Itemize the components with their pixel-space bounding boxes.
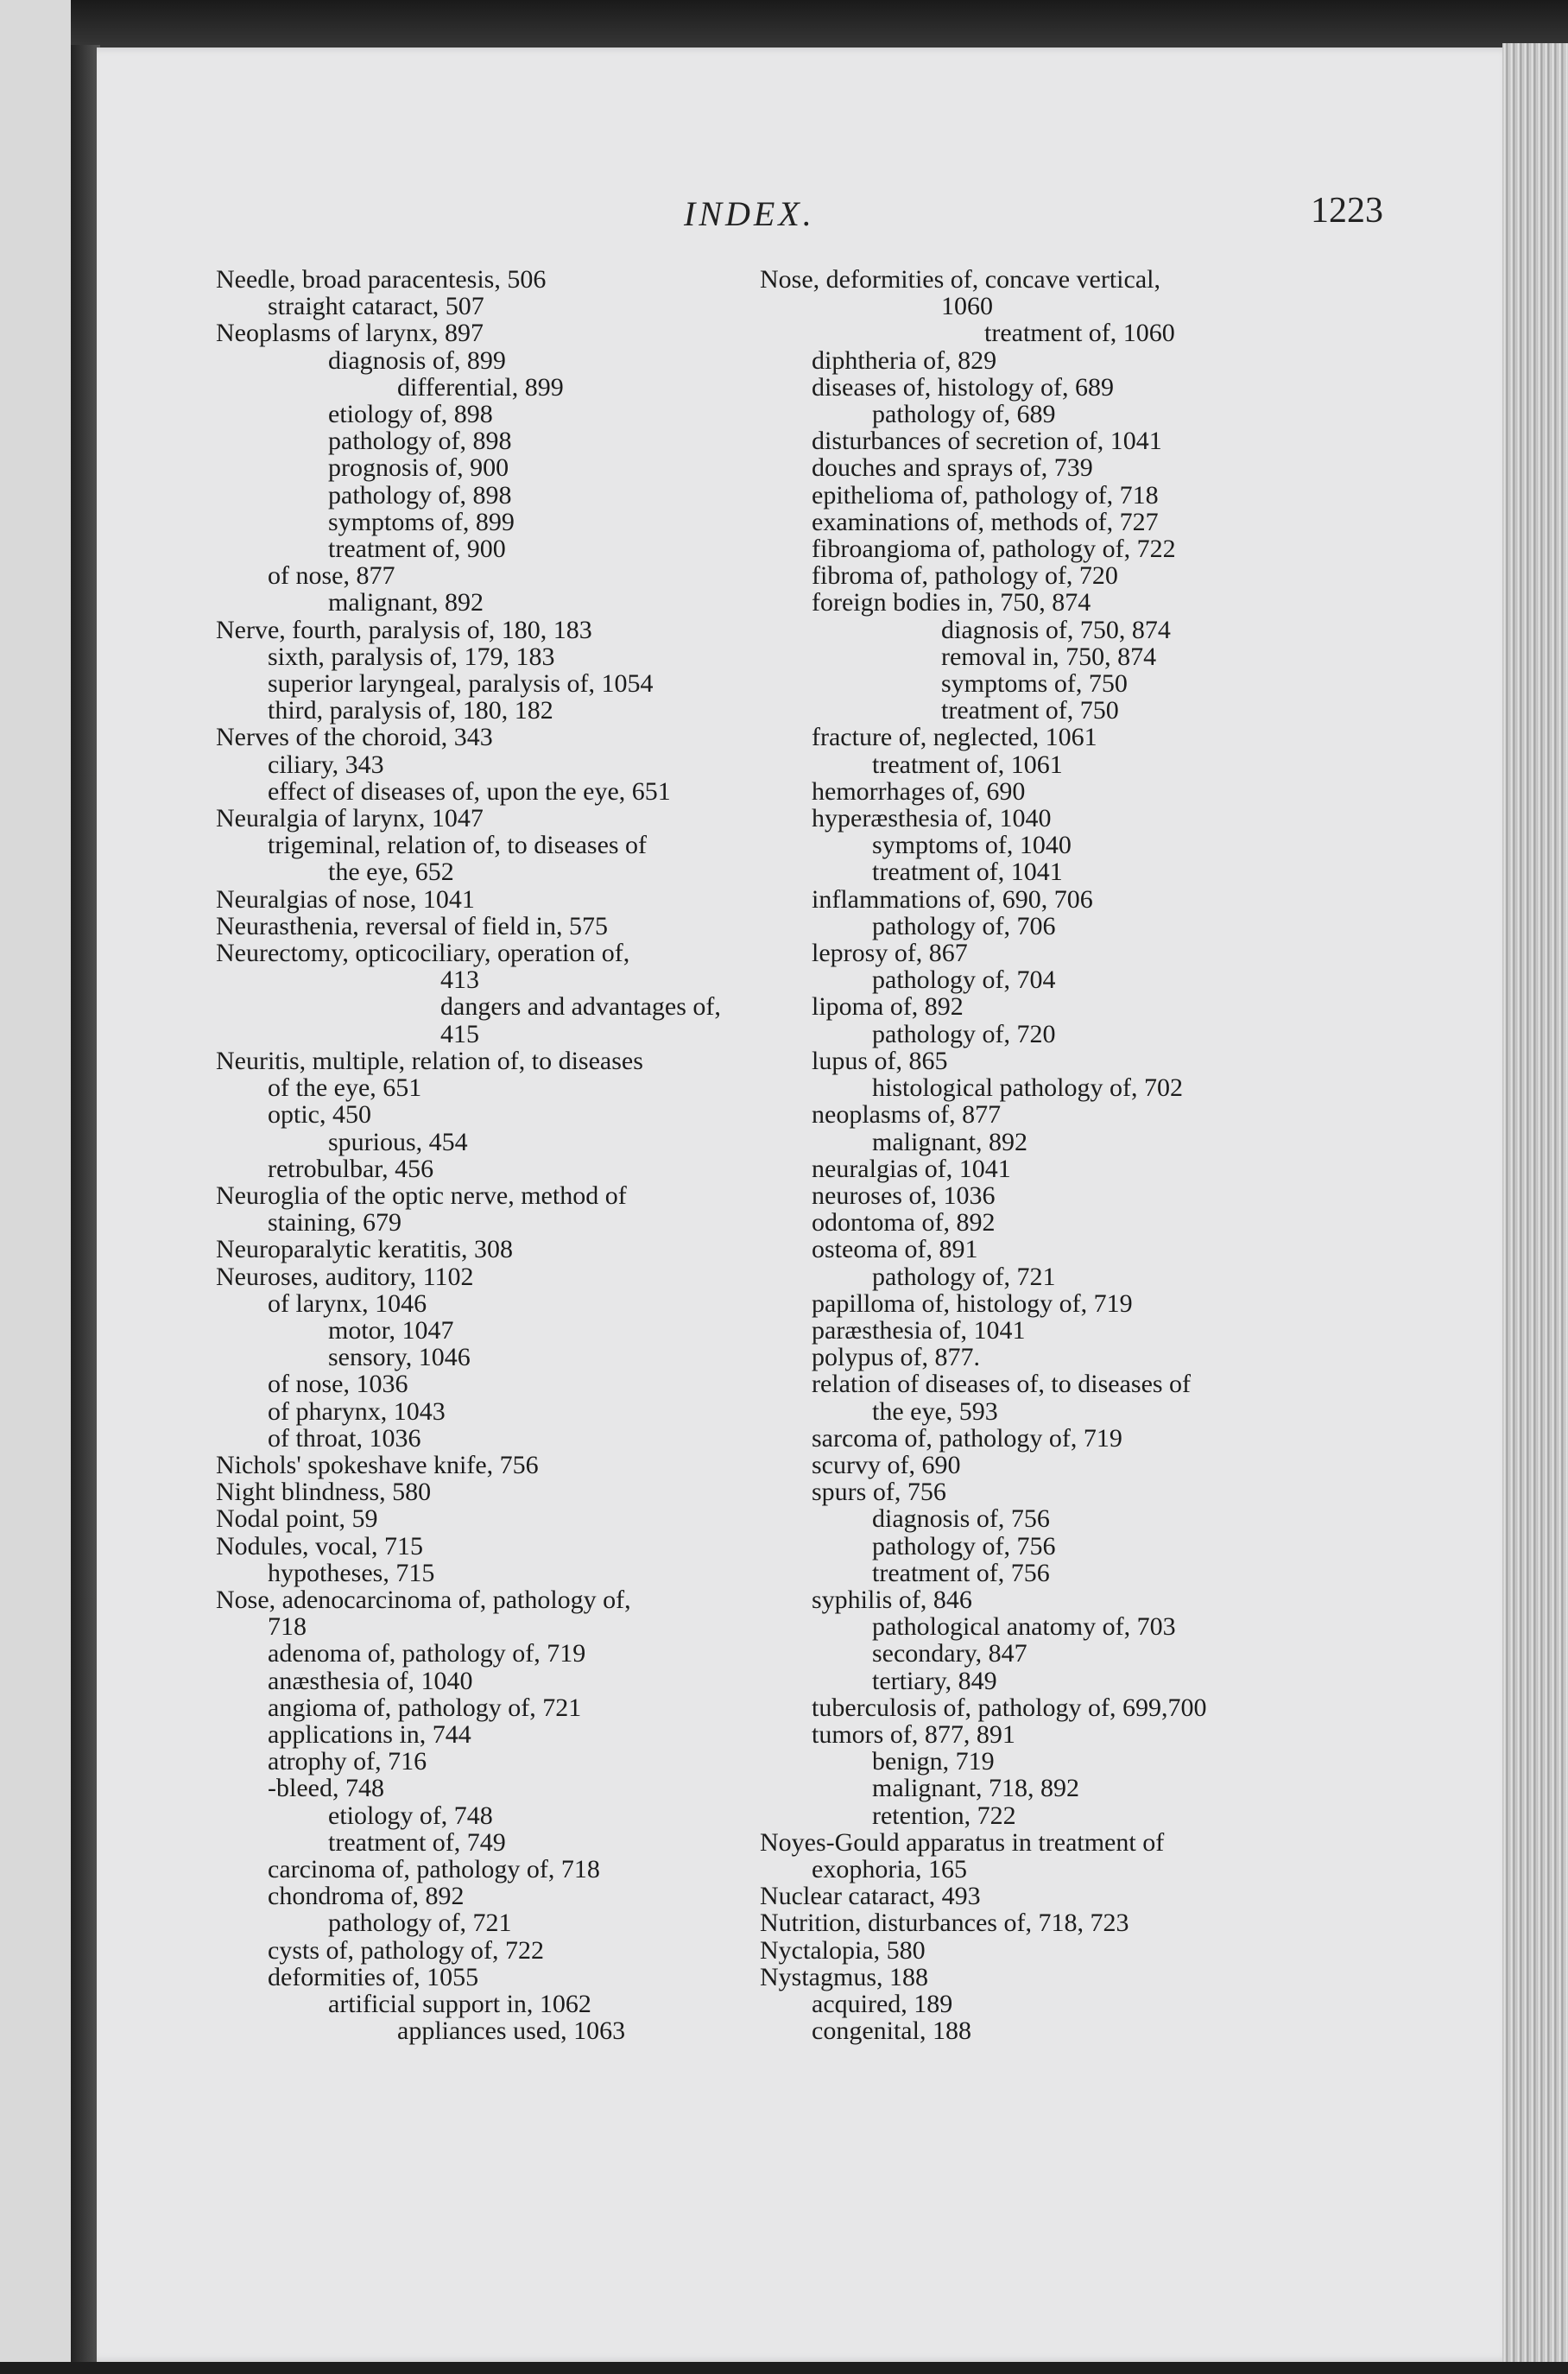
index-entry: 1060 xyxy=(941,292,993,321)
index-entry: dangers and advantages of, xyxy=(440,992,721,1022)
index-entry: Neoplasms of larynx, 897 xyxy=(216,319,484,348)
index-entry: artificial support in, 1062 xyxy=(328,1990,591,2018)
index-entry: motor, 1047 xyxy=(328,1315,454,1345)
index-entry: malignant, 892 xyxy=(328,588,484,617)
scan-bottom-border xyxy=(0,2362,1568,2374)
index-entry: pathology of, 689 xyxy=(872,400,1056,429)
index-entry: neoplasms of, 877 xyxy=(812,1100,1002,1130)
scan-top-border xyxy=(0,0,1568,54)
index-entry: diseases of, histology of, 689 xyxy=(812,372,1114,402)
index-entry: cysts of, pathology of, 722 xyxy=(268,1935,544,1965)
index-entry: Night blindness, 580 xyxy=(216,1478,432,1507)
index-entry: pathology of, 756 xyxy=(872,1531,1056,1561)
index-entry: Neuralgia of larynx, 1047 xyxy=(216,804,484,833)
index-entry: Noyes-Gould apparatus in treatment of xyxy=(760,1827,1165,1857)
index-entry: of nose, 877 xyxy=(268,561,395,591)
index-entry: angioma of, pathology of, 721 xyxy=(268,1693,582,1722)
index-entry: treatment of, 1041 xyxy=(872,858,1063,887)
index-entry: treatment of, 750 xyxy=(941,696,1119,725)
index-entry: pathology of, 720 xyxy=(872,1019,1056,1048)
page-stack-edge xyxy=(1502,43,1568,2374)
index-entry: Neurasthenia, reversal of field in, 575 xyxy=(216,911,608,940)
page-header xyxy=(97,190,1513,242)
index-entry: malignant, 892 xyxy=(872,1127,1027,1156)
index-entry: treatment of, 756 xyxy=(872,1558,1050,1587)
index-entry: tumors of, 877, 891 xyxy=(812,1719,1015,1749)
index-entry: of the eye, 651 xyxy=(268,1073,422,1103)
index-entry: Nose, deformities of, concave vertical, xyxy=(760,265,1160,294)
index-entry: histological pathology of, 702 xyxy=(872,1073,1183,1103)
index-entry: pathology of, 898 xyxy=(328,427,512,456)
index-entry: malignant, 718, 892 xyxy=(872,1774,1079,1803)
index-entry: of pharynx, 1043 xyxy=(268,1396,446,1426)
index-entry: hypotheses, 715 xyxy=(268,1558,435,1587)
index-entry: pathology of, 721 xyxy=(872,1262,1056,1291)
index-entry: symptoms of, 750 xyxy=(941,669,1128,699)
index-entry: Needle, broad paracentesis, 506 xyxy=(216,265,547,294)
index-entry: tuberculosis of, pathology of, 699,700 xyxy=(812,1693,1207,1722)
index-entry: carcinoma of, pathology of, 718 xyxy=(268,1854,600,1883)
index-entry: paræsthesia of, 1041 xyxy=(812,1315,1026,1345)
index-entry: odontoma of, 892 xyxy=(812,1208,996,1238)
index-entry: etiology of, 748 xyxy=(328,1801,493,1830)
index-entry: osteoma of, 891 xyxy=(812,1235,978,1264)
index-entry: spurs of, 756 xyxy=(812,1478,946,1507)
index-entry: spurious, 454 xyxy=(328,1127,468,1156)
index-entry: hyperæsthesia of, 1040 xyxy=(812,804,1052,833)
index-entry: appliances used, 1063 xyxy=(397,2016,626,2046)
index-entry: of larynx, 1046 xyxy=(268,1288,427,1318)
index-entry: adenoma of, pathology of, 719 xyxy=(268,1639,586,1668)
index-entry: fracture of, neglected, 1061 xyxy=(812,723,1097,752)
index-entry: of throat, 1036 xyxy=(268,1423,421,1453)
index-entry: sensory, 1046 xyxy=(328,1343,471,1372)
index-entry: superior laryngeal, paralysis of, 1054 xyxy=(268,669,654,699)
index-entry: third, paralysis of, 180, 182 xyxy=(268,696,553,725)
index-entry: scurvy of, 690 xyxy=(812,1450,961,1479)
index-entry: exophoria, 165 xyxy=(812,1854,967,1883)
index-entry: sarcoma of, pathology of, 719 xyxy=(812,1423,1122,1453)
index-entry: pathology of, 721 xyxy=(328,1909,512,1938)
index-entry: trigeminal, relation of, to diseases of xyxy=(268,831,648,860)
index-entry: diagnosis of, 899 xyxy=(328,345,506,375)
index-entry: hemorrhages of, 690 xyxy=(812,776,1026,806)
index-entry: tertiary, 849 xyxy=(872,1666,997,1695)
index-entry: polypus of, 877. xyxy=(812,1343,980,1372)
index-entry: Nerves of the choroid, 343 xyxy=(216,723,493,752)
index-entry: differential, 899 xyxy=(397,372,564,402)
index-entry: Nodal point, 59 xyxy=(216,1504,378,1534)
index-entry: retrobulbar, 456 xyxy=(268,1154,434,1183)
index-entry: anæsthesia of, 1040 xyxy=(268,1666,473,1695)
index-entry: pathology of, 704 xyxy=(872,965,1056,995)
index-entry: Nichols' spokeshave knife, 756 xyxy=(216,1450,539,1479)
index-entry: inflammations of, 690, 706 xyxy=(812,884,1093,914)
index-entry: douches and sprays of, 739 xyxy=(812,453,1093,483)
index-entry: prognosis of, 900 xyxy=(328,453,509,483)
scan-left-margin xyxy=(0,0,71,2374)
index-entry: Nystagmus, 188 xyxy=(760,1962,928,1991)
page-number: 1223 xyxy=(1311,191,1383,231)
index-entry: treatment of, 1060 xyxy=(984,319,1175,348)
index-entry: disturbances of secretion of, 1041 xyxy=(812,427,1162,456)
index-entry: pathological anatomy of, 703 xyxy=(872,1612,1176,1642)
index-entry: straight cataract, 507 xyxy=(268,292,484,321)
index-entry: sixth, paralysis of, 179, 183 xyxy=(268,642,555,671)
index-entry: Nodules, vocal, 715 xyxy=(216,1531,423,1561)
index-entry: foreign bodies in, 750, 874 xyxy=(812,588,1091,617)
index-entry: symptoms of, 899 xyxy=(328,507,515,536)
index-entry: secondary, 847 xyxy=(872,1639,1027,1668)
index-entry: optic, 450 xyxy=(268,1100,371,1130)
index-entry: deformities of, 1055 xyxy=(268,1962,479,1991)
index-entry: Nyctalopia, 580 xyxy=(760,1935,926,1965)
book-binding-edge xyxy=(71,45,100,2368)
index-entry: Neuralgias of nose, 1041 xyxy=(216,884,475,914)
index-entry: lupus of, 865 xyxy=(812,1046,948,1075)
index-entry: atrophy of, 716 xyxy=(268,1747,427,1776)
index-entry: etiology of, 898 xyxy=(328,400,493,429)
index-entry: Neuroparalytic keratitis, 308 xyxy=(216,1235,514,1264)
index-entry: neuralgias of, 1041 xyxy=(812,1154,1011,1183)
index-entry: symptoms of, 1040 xyxy=(872,831,1072,860)
index-entry: epithelioma of, pathology of, 718 xyxy=(812,480,1159,510)
index-entry: Nuclear cataract, 493 xyxy=(760,1882,981,1911)
index-entry: chondroma of, 892 xyxy=(268,1882,465,1911)
index-entry: congenital, 188 xyxy=(812,2016,971,2046)
index-entry: neuroses of, 1036 xyxy=(812,1181,996,1210)
index-entry: fibroangioma of, pathology of, 722 xyxy=(812,535,1176,564)
index-entry: pathology of, 706 xyxy=(872,911,1056,940)
index-entry: acquired, 189 xyxy=(812,1990,953,2018)
index-entry: the eye, 652 xyxy=(328,858,454,887)
index-entry: Neuroses, auditory, 1102 xyxy=(216,1262,474,1291)
index-entry: treatment of, 900 xyxy=(328,535,506,564)
index-entry: examinations of, methods of, 727 xyxy=(812,507,1159,536)
index-entry: fibroma of, pathology of, 720 xyxy=(812,561,1118,591)
index-entry: papilloma of, histology of, 719 xyxy=(812,1288,1133,1318)
index-entry: diagnosis of, 756 xyxy=(872,1504,1050,1534)
index-entry: 413 xyxy=(440,965,479,995)
index-entry: removal in, 750, 874 xyxy=(941,642,1157,671)
index-entry: staining, 679 xyxy=(268,1208,401,1238)
index-entry: Neurectomy, opticociliary, operation of, xyxy=(216,939,630,968)
index-entry: relation of diseases of, to diseases of xyxy=(812,1370,1192,1399)
index-entry: diagnosis of, 750, 874 xyxy=(941,615,1171,644)
index-column-left xyxy=(216,266,768,2044)
index-entry: leprosy of, 867 xyxy=(812,939,968,968)
index-entry: -bleed, 748 xyxy=(268,1774,384,1803)
index-entry: treatment of, 1061 xyxy=(872,750,1063,779)
index-entry: Nutrition, disturbances of, 718, 723 xyxy=(760,1909,1129,1938)
index-entry: lipoma of, 892 xyxy=(812,992,964,1022)
index-entry: Nerve, fourth, paralysis of, 180, 183 xyxy=(216,615,592,644)
index-entry: ciliary, 343 xyxy=(268,750,384,779)
index-entry: Neuritis, multiple, relation of, to diseases xyxy=(216,1046,643,1075)
index-entry: syphilis of, 846 xyxy=(812,1585,972,1614)
index-entry: pathology of, 898 xyxy=(328,480,512,510)
index-entry: of nose, 1036 xyxy=(268,1370,408,1399)
index-entry: 415 xyxy=(440,1019,479,1048)
index-entry: treatment of, 749 xyxy=(328,1827,506,1857)
index-entry: Nose, adenocarcinoma of, pathology of, xyxy=(216,1585,631,1614)
index-entry: Neuroglia of the optic nerve, method of xyxy=(216,1181,627,1210)
index-entry: effect of diseases of, upon the eye, 651 xyxy=(268,776,671,806)
index-entry: the eye, 593 xyxy=(872,1396,998,1426)
running-head: INDEX. xyxy=(684,194,815,233)
index-entry: applications in, 744 xyxy=(268,1719,471,1749)
index-entry: retention, 722 xyxy=(872,1801,1016,1830)
index-column-right xyxy=(760,266,1295,2044)
index-entry: benign, 719 xyxy=(872,1747,995,1776)
index-entry: diphtheria of, 829 xyxy=(812,345,997,375)
index-entry: 718 xyxy=(268,1612,307,1642)
